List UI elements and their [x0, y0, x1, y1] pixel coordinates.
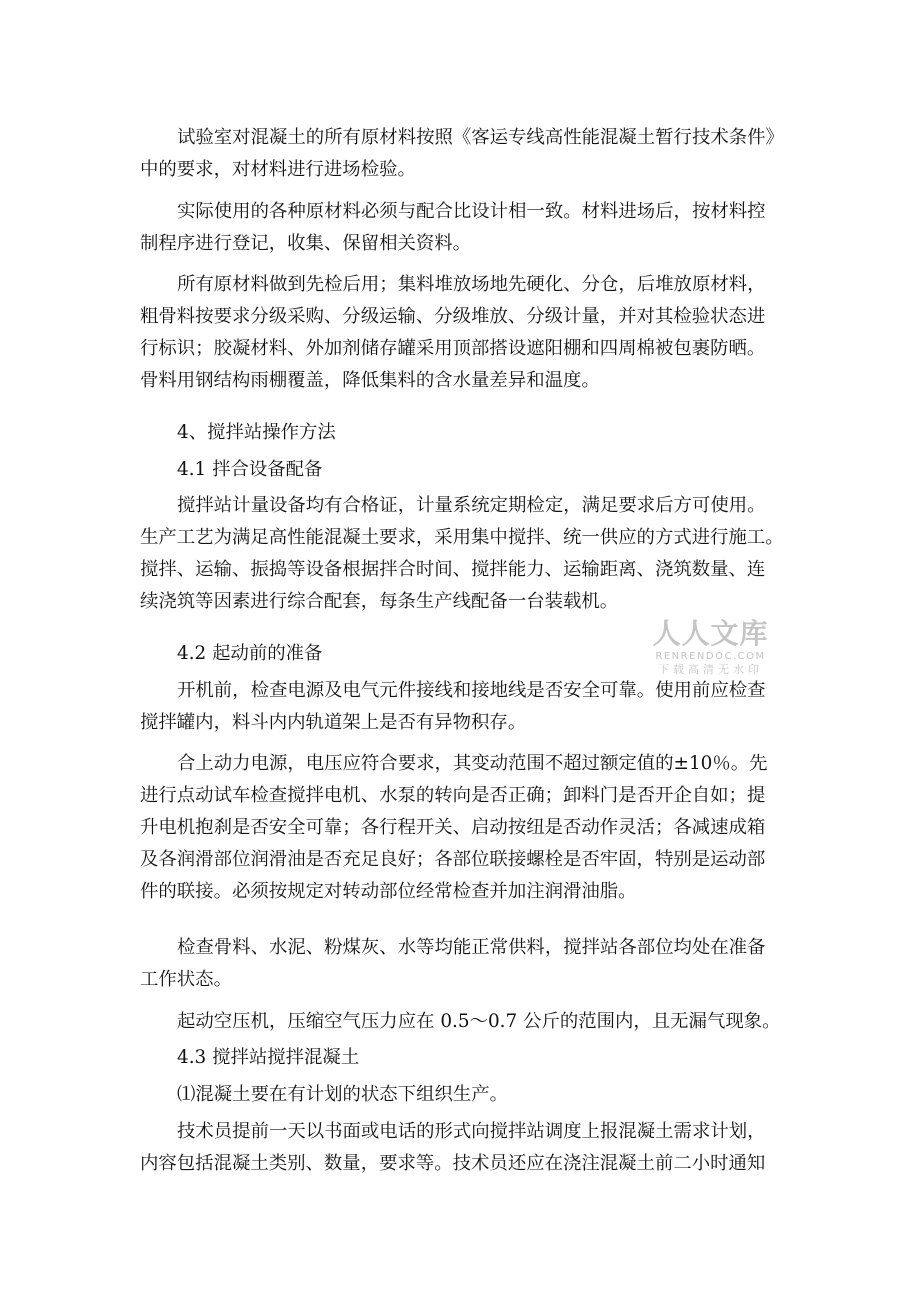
- text-line: 件的联接。必须按规定对转动部位经常检查并加注润滑油脂。: [140, 881, 637, 902]
- text-line: 及各润滑部位润滑油是否充足良好；各部位联接螺栓是否牢固，特别是运动部: [140, 849, 766, 870]
- text-line: 合上动力电源，电压应符合要求，其变动范围不超过额定值的±10％。先: [177, 753, 768, 774]
- watermark-url: RENRENDOC.COM: [655, 651, 766, 662]
- text-line: 搅拌罐内，料斗内内轨道架上是否有异物积存。: [140, 712, 527, 733]
- text-line: 4.3 搅拌站搅拌混凝土: [177, 1047, 360, 1068]
- text-line: 技术员提前一天以书面或电话的形式向搅拌站调度上报混凝土需求计划，: [177, 1121, 766, 1142]
- text-line: 工作状态。: [140, 969, 232, 990]
- text-line: 中的要求，对材料进行进场检验。: [140, 159, 416, 180]
- text-line: 进行点动试车检查搅拌电机、水泵的转向是否正确；卸料门是否开企自如；提: [140, 785, 766, 806]
- paragraph-8: [140, 1006, 817, 1038]
- text-line: 内容包括混凝土类别、数量，要求等。技术员还应在浇注混凝土前二小时通知: [140, 1153, 766, 1174]
- paragraph-7: [140, 932, 817, 996]
- paragraph-1: [140, 122, 817, 186]
- text-line: 搅拌站计量设备均有合格证，计量系统定期检定，满足要求后方可使用。: [177, 495, 766, 516]
- paragraph-9: [140, 1079, 817, 1111]
- paragraph-5: [140, 675, 817, 739]
- paragraph-6: [140, 748, 817, 908]
- text-line: 升电机抱刹是否安全可靠；各行程开关、启动按纽是否动作灵活；各减速成箱: [140, 817, 766, 838]
- text-line: 续浇筑等因素进行综合配套，每条生产线配备一台装载机。: [140, 591, 619, 612]
- text-line: 所有原材料做到先检后用；集料堆放场地先硬化、分仓，后堆放原材料，: [177, 274, 766, 295]
- text-line: 4.1 拌合设备配备: [177, 459, 323, 480]
- text-line: 搅拌、运输、振捣等设备根据拌合时间、搅拌能力、运输距离、浇筑数量、连: [140, 559, 766, 580]
- watermark-tagline: 下载高清无水印: [658, 663, 763, 676]
- watermark-title: 人人文库: [652, 617, 769, 650]
- paragraph-10: [140, 1116, 817, 1180]
- text-line: 检查骨料、水泥、粉煤灰、水等均能正常供料，搅拌站各部位均处在准备: [177, 937, 766, 958]
- paragraph-3: [140, 269, 817, 397]
- text-line: ⑴混凝土要在有计划的状态下组织生产。: [177, 1084, 509, 1105]
- text-line: 生产工艺为满足高性能混凝土要求，采用集中搅拌、统一供应的方式进行施工。: [140, 527, 784, 548]
- text-line: 起动空压机，压缩空气压力应在 0.5～0.7 公斤的范围内，且无漏气现象。: [177, 1011, 781, 1032]
- paragraph-2: [140, 196, 817, 260]
- section-heading: [140, 417, 817, 449]
- text-line: 开机前，检查电源及电气元件接线和接地线是否安全可靠。使用前应检查: [177, 680, 766, 701]
- text-line: 骨料用钢结构雨棚覆盖，降低集料的含水量差异和温度。: [140, 370, 600, 391]
- text-line: 实际使用的各种原材料必须与配合比设计相一致。材料进场后，按材料控: [177, 201, 766, 222]
- paragraph-4: [140, 490, 817, 618]
- text-line: 制程序进行登记，收集、保留相关资料。: [140, 233, 472, 254]
- text-line: 4、搅拌站操作方法: [177, 422, 336, 443]
- watermark: [648, 618, 773, 677]
- text-line: 试验室对混凝土的所有原材料按照《客运专线高性能混凝土暂行技术条件》: [177, 127, 784, 148]
- text-line: 行标识；胶凝材料、外加剂储存罐采用顶部搭设遮阳棚和四周棉被包裹防晒。: [140, 338, 766, 359]
- subsection-heading: [140, 1042, 817, 1074]
- subsection-heading: [140, 454, 817, 486]
- text-line: 粗骨料按要求分级采购、分级运输、分级堆放、分级计量，并对其检验状态进: [140, 306, 766, 327]
- text-line: 4.2 起动前的准备: [177, 643, 323, 664]
